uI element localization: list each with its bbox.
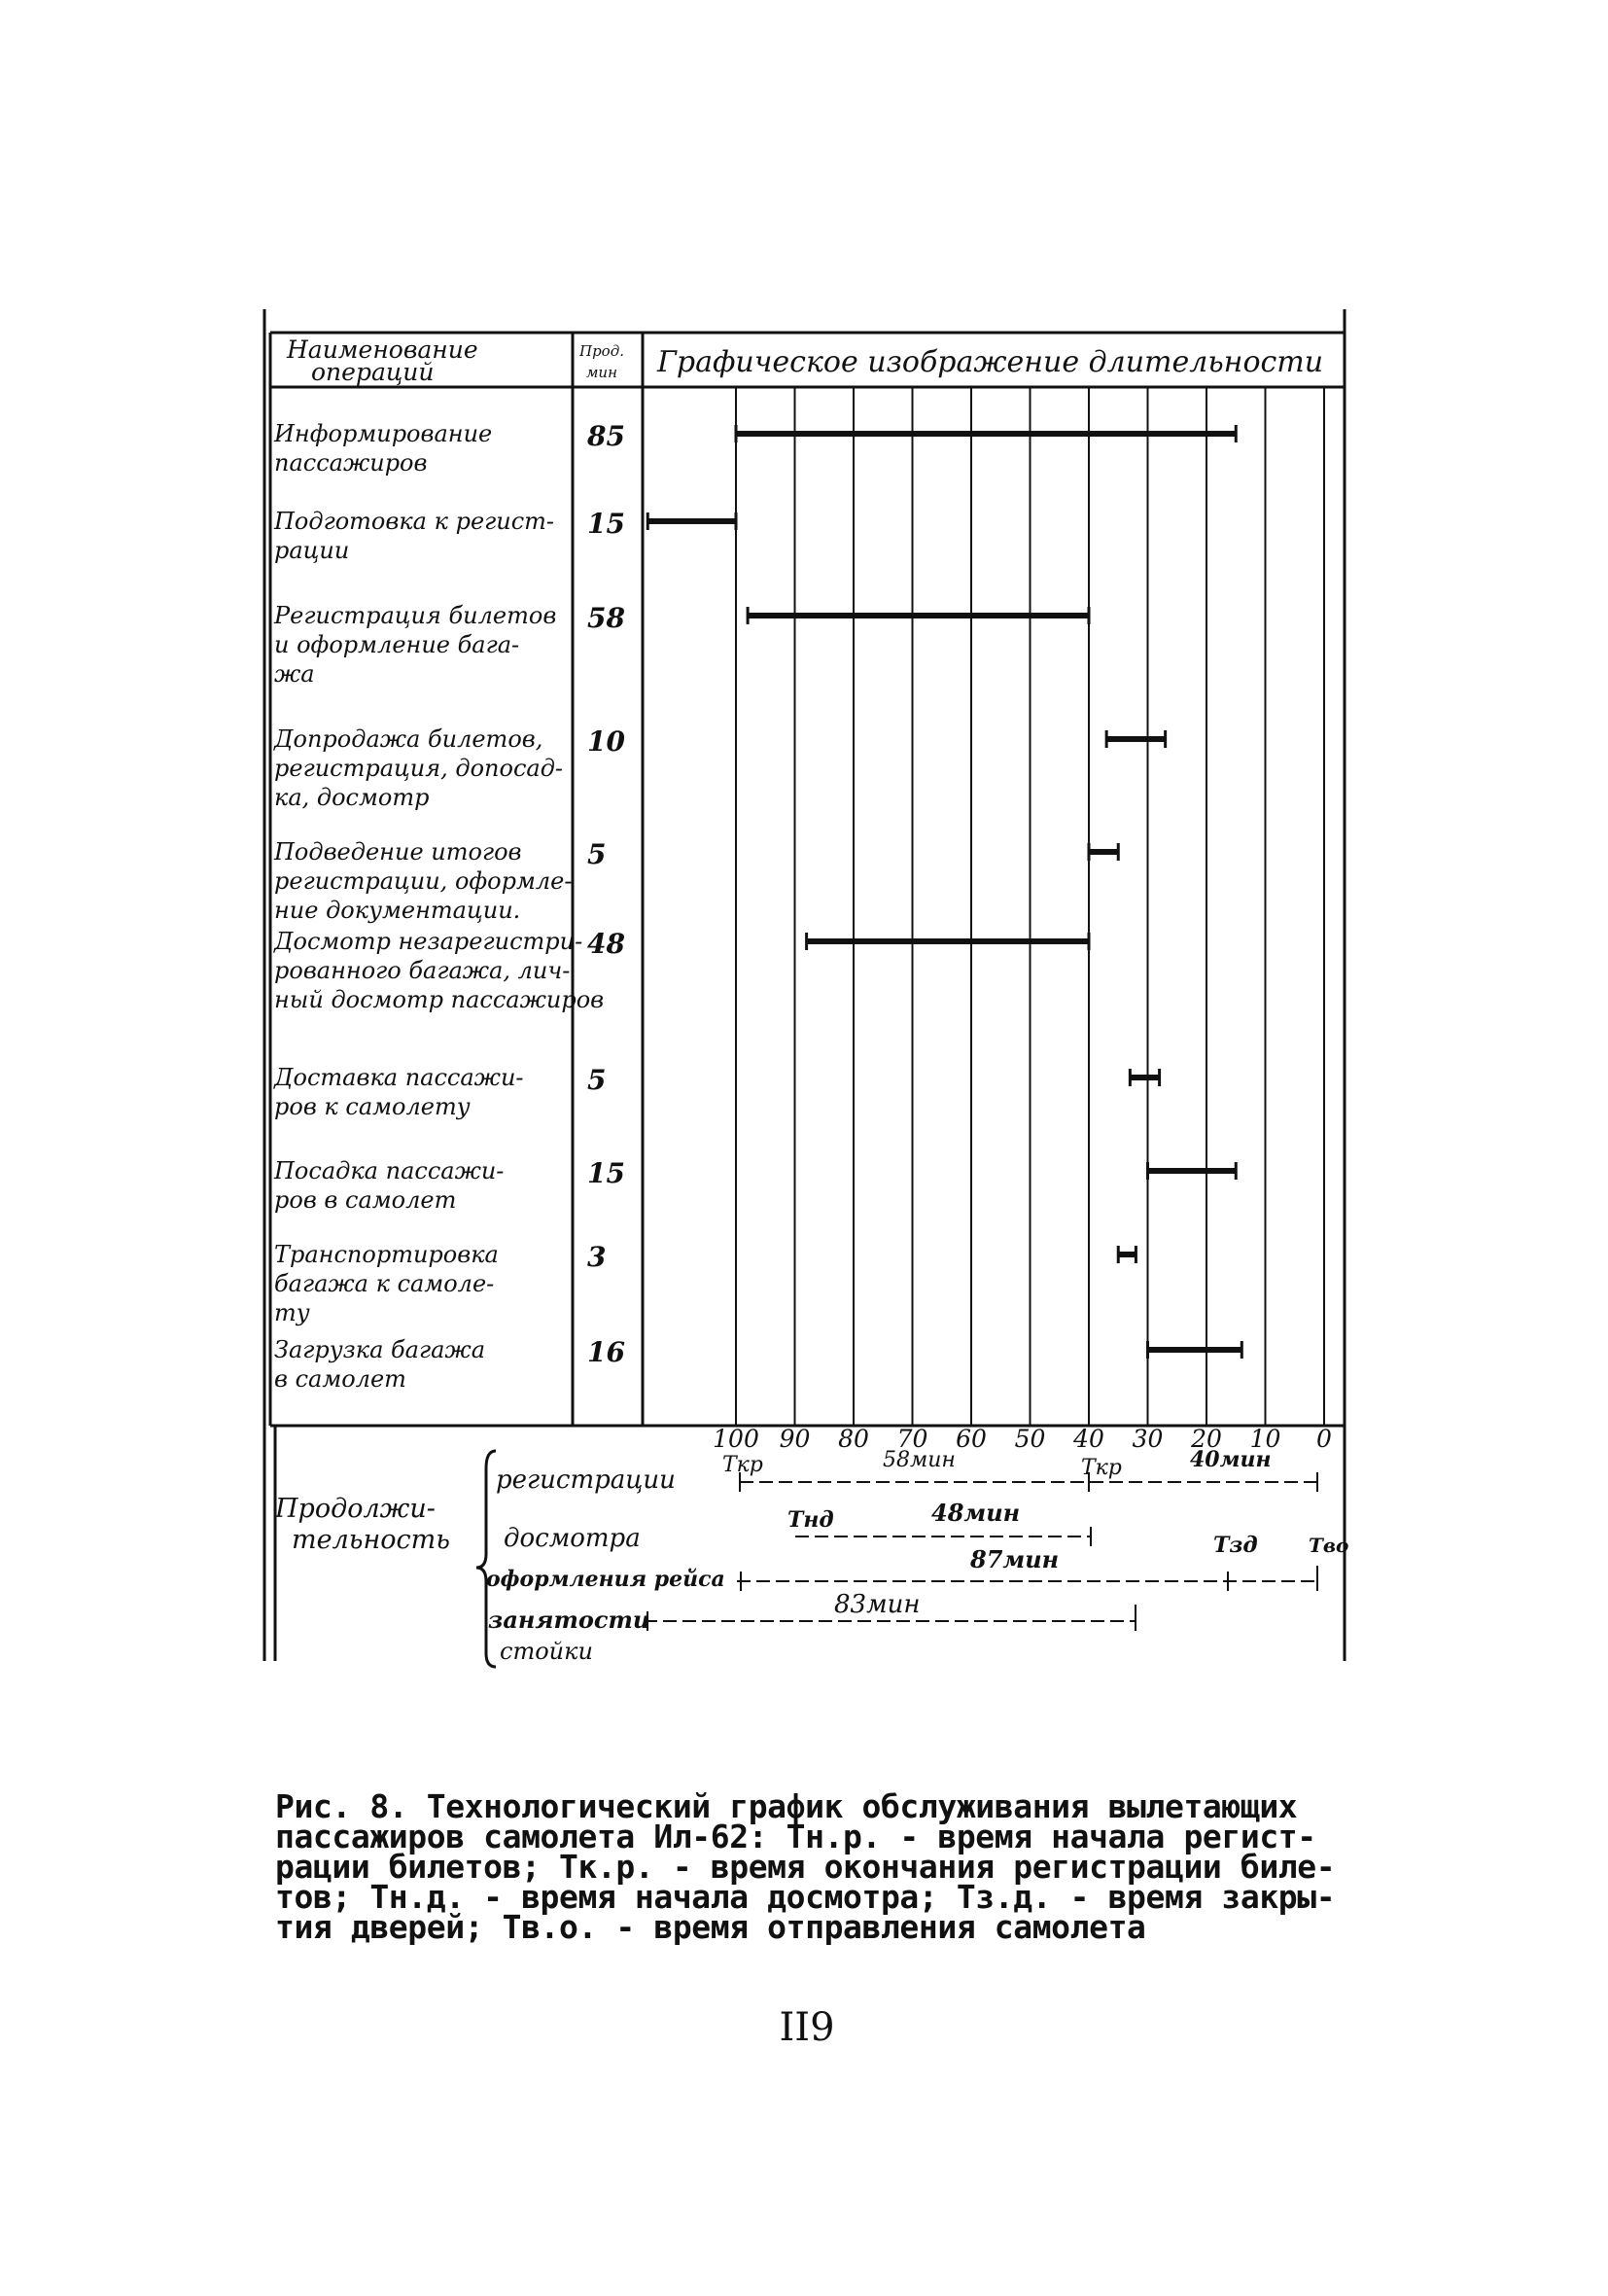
marker-dosm-48: 48мин xyxy=(931,1499,1021,1527)
operation-name-line: ров к самолету xyxy=(274,1093,471,1120)
operation-name-line: Доставка пассажи- xyxy=(274,1064,524,1091)
operation-name-line: ту xyxy=(274,1299,310,1326)
operation-duration: 15 xyxy=(587,1157,625,1189)
operation-name-line: регистрации, оформле- xyxy=(274,867,573,895)
marker-t-nd: Тнд xyxy=(787,1507,834,1533)
sub-label-flight: оформления рейса xyxy=(486,1567,725,1592)
tick-label: 50 xyxy=(1014,1425,1046,1453)
tick-label: 10 xyxy=(1249,1425,1281,1453)
operation-name-line: Подведение итогов xyxy=(274,838,522,865)
marker-stand-83: 83мин xyxy=(834,1590,921,1619)
marker-flight-87: 87мин xyxy=(970,1545,1060,1573)
operation-name-line: Досмотр незарегистри- xyxy=(274,928,583,955)
tick-label: 70 xyxy=(896,1425,928,1453)
tick-label: 30 xyxy=(1132,1425,1164,1453)
header-graphic: Графическое изображение длительности xyxy=(657,345,1324,379)
operation-name-line: ный досмотр пассажиров xyxy=(274,986,605,1013)
durations-section xyxy=(274,1447,1348,1667)
operation-name-line: рации xyxy=(274,537,350,564)
operation-name-line: Загрузка багажа xyxy=(274,1336,486,1363)
tick-label: 0 xyxy=(1316,1425,1332,1453)
operation-name-line: Информирование xyxy=(274,420,493,447)
marker-t-vo: Тво xyxy=(1309,1534,1349,1557)
operation-name-line: Посадка пассажи- xyxy=(274,1157,505,1184)
tick-label: 100 xyxy=(713,1425,759,1453)
marker-t-kr-start: Ткр xyxy=(722,1453,763,1477)
operation-duration: 58 xyxy=(587,602,625,634)
tick-label: 40 xyxy=(1073,1425,1104,1453)
durations-brace xyxy=(476,1451,496,1667)
operation-name-line: Допродажа билетов, xyxy=(274,725,543,753)
marker-reg-58: 58мин xyxy=(883,1448,956,1472)
operation-name-line: пассажиров xyxy=(274,449,428,477)
operation-duration: 48 xyxy=(587,928,625,960)
sub-label-inspection: досмотра xyxy=(504,1524,641,1553)
durations-label-line2: тельность xyxy=(292,1525,450,1555)
operation-name-line: жа xyxy=(274,660,315,688)
header-operations-line1: Наименование xyxy=(287,336,478,364)
operation-durations xyxy=(586,420,625,1368)
operation-duration: 15 xyxy=(587,508,625,540)
operation-name-line: рованного багажа, лич- xyxy=(274,957,571,984)
operation-name-line: регистрация, допосад- xyxy=(274,755,564,782)
sub-label-registration: регистрации xyxy=(496,1466,676,1495)
operation-name-line: и оформление бага- xyxy=(274,631,520,658)
operation-duration: 3 xyxy=(587,1241,607,1273)
operation-name-line: ние документации. xyxy=(274,897,521,924)
page-number: II9 xyxy=(779,2005,835,2050)
header-operations-line2: операций xyxy=(311,358,435,386)
operation-name-line: Регистрация билетов xyxy=(274,602,557,629)
operation-name-line: ров в самолет xyxy=(274,1186,457,1214)
operation-name-line: ка, досмотр xyxy=(274,784,430,811)
marker-reg-40: 40мин xyxy=(1190,1447,1272,1472)
operation-name-line: в самолет xyxy=(274,1365,406,1393)
tick-label: 80 xyxy=(838,1425,869,1453)
operation-duration: 5 xyxy=(587,838,607,870)
operation-duration: 16 xyxy=(587,1336,625,1368)
tick-label: 90 xyxy=(779,1425,811,1453)
sub-label-stand: стойки xyxy=(500,1638,593,1665)
time-grid xyxy=(736,387,1324,1426)
marker-t-zd: Тзд xyxy=(1213,1533,1258,1558)
figure-caption: Рис. 8. Технологический график обслуживания вылетающих пассажиров самолета Ил-62: Тн.р. - время начала регист- рации билетов; Тк.р. - время окончания регистрации биле- тов; Тн.д. - время начала досмотра; Тз.д. - время закры- тия дверей; Тв.о. - время отправления самолета xyxy=(275,1787,1336,1946)
tick-label: 20 xyxy=(1191,1425,1222,1453)
sub-label-occupancy: занятости xyxy=(488,1606,650,1634)
operation-name-line: багажа к самоле- xyxy=(274,1270,495,1297)
operation-duration: 85 xyxy=(587,420,625,452)
durations-label-line1: Продолжи- xyxy=(275,1494,436,1524)
header-duration-line2: мин xyxy=(586,364,617,381)
tick-label: 60 xyxy=(956,1425,987,1453)
table-header xyxy=(286,336,1323,386)
marker-t-kr-end: Ткр xyxy=(1081,1456,1122,1480)
header-duration-line1: Прод. xyxy=(579,342,624,360)
operation-name-line: Подготовка к регист- xyxy=(274,508,555,535)
operation-name-line: Транспортировка xyxy=(274,1241,499,1268)
operation-duration: 10 xyxy=(587,725,625,758)
operation-duration: 5 xyxy=(587,1064,607,1096)
